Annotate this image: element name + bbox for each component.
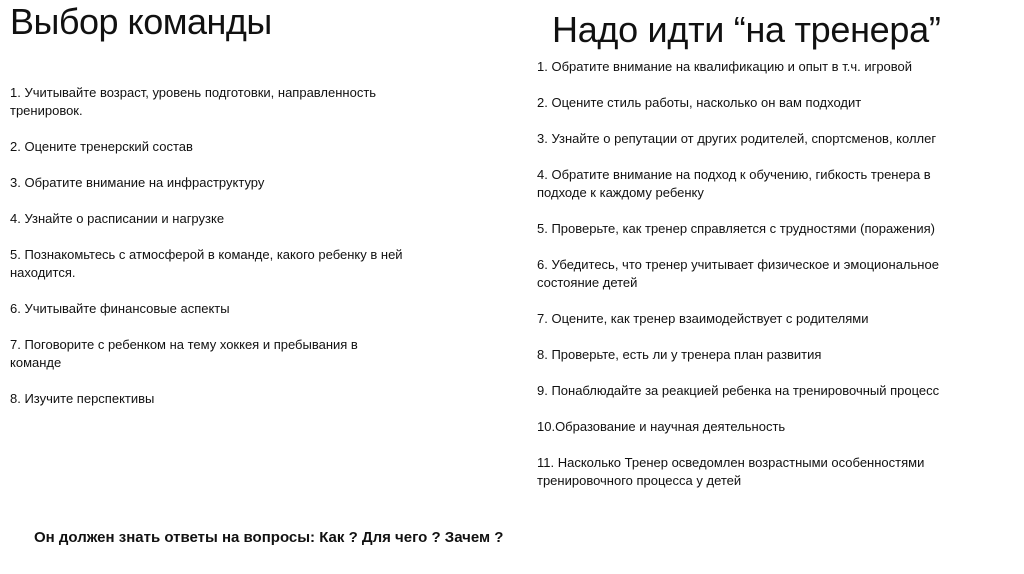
list-item: 4. Обратите внимание на подход к обучению, гибкость тренера в подходе к каждому ребенку xyxy=(537,167,931,200)
list-item: 5. Познакомьтесь с атмосферой в команде, какого ребенку в ней находится. xyxy=(10,247,403,280)
list-item: 3. Обратите внимание на инфраструктуру xyxy=(10,175,265,190)
team-choice-list xyxy=(10,84,405,426)
list-item: 10.Образование и научная деятельность xyxy=(537,419,786,434)
list-item: 1. Обратите внимание на квалификацию и опыт в т.ч. игровой xyxy=(537,59,913,74)
list-item: 7. Поговорите с ребенком на тему хоккея и пребывания в команде xyxy=(10,337,358,370)
list-item: 5. Проверьте, как тренер справляется с трудностями (поражения) xyxy=(537,221,935,236)
list-item: 6. Учитывайте финансовые аспекты xyxy=(10,301,230,316)
list-item: 6. Убедитесь, что тренер учитывает физическое и эмоциональное состояние детей xyxy=(537,257,939,290)
list-item: 8. Изучите перспективы xyxy=(10,391,155,406)
right-title: Надо идти “на тренера” xyxy=(552,9,941,50)
list-item: 1. Учитывайте возраст, уровень подготовки, направленность тренировок. xyxy=(10,85,377,118)
footer-note: Он должен знать ответы на вопросы: Как ? Для чего ? Зачем ? xyxy=(34,529,504,546)
list-item: 2. Оцените тренерский состав xyxy=(10,139,193,154)
list-item: 9. Понаблюдайте за реакцией ребенка на тренировочный процесс xyxy=(537,383,940,398)
list-item: 3. Узнайте о репутации от других родителей, спортсменов, коллег xyxy=(537,131,937,146)
list-item: 4. Узнайте о расписании и нагрузке xyxy=(10,211,225,226)
list-item: 11. Насколько Тренер осведомлен возрастными особенностями тренировочного процесса у детей xyxy=(537,455,925,488)
coach-choice-list xyxy=(537,58,977,508)
list-item: 2. Оцените стиль работы, насколько он вам подходит xyxy=(537,95,862,110)
list-item: 8. Проверьте, есть ли у тренера план развития xyxy=(537,347,822,362)
left-title: Выбор команды xyxy=(10,1,272,42)
list-item: 7. Оцените, как тренер взаимодействует с родителями xyxy=(537,311,869,326)
